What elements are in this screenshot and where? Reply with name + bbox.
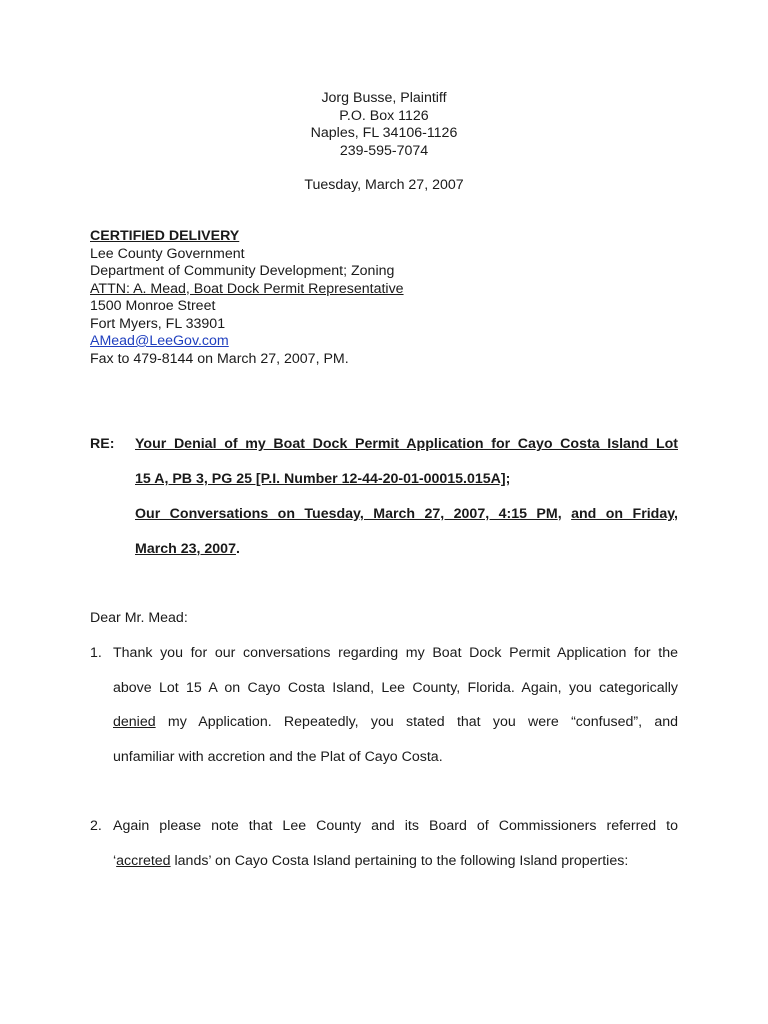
paragraph-1-line-4: unfamiliar with accretion and the Plat of Cayo Costa.: [113, 749, 443, 765]
paragraph-1-line-3-rest: my Application. Repeatedly, you stated that you were “confused”, and: [155, 714, 678, 730]
sender-po-box: P.O. Box 1126: [339, 107, 429, 124]
recipient-org: Lee County Government: [90, 245, 245, 262]
re-label: RE:: [90, 436, 115, 452]
re-line-1-text: Your Denial of my Boat Dock Permit Application for Cayo Costa Island Lot: [135, 436, 678, 452]
paragraph-1-line-1: Thank you for our conversations regarding my Boat Dock Permit Application for the: [113, 645, 678, 661]
recipient-dept: Department of Community Development; Zoning: [90, 263, 395, 279]
re-line-4-text: March 23, 2007: [135, 541, 236, 557]
delivery-method: CERTIFIED DELIVERY: [90, 228, 240, 244]
re-line-4-end: .: [235, 541, 240, 557]
sender-phone: 239-595-7074: [339, 142, 429, 159]
sender-block: [0, 90, 768, 160]
recipient-attn: ATTN: A. Mead, Boat Dock Permit Representative: [90, 280, 404, 297]
recipient-city: Fort Myers, FL 33901: [90, 315, 226, 332]
recipient-fax: Fax to 479-8144 on March 27, 2007, PM.: [90, 350, 349, 367]
recipient-block: [90, 228, 404, 368]
re-line-2-text: 15 A, PB 3, PG 25 [P.I. Number 12-44-20-01-00015.015A]: [135, 471, 506, 487]
paragraph-1-number: 1.: [90, 645, 102, 661]
paragraph-2-line-2: [113, 853, 678, 869]
sender-city: Naples, FL 34106-1126: [310, 125, 458, 141]
paragraph-2-line-2-pre: ‘: [113, 853, 117, 869]
letter-date: Tuesday, March 27, 2007: [304, 177, 464, 193]
recipient-email-link[interactable]: AMead@LeeGov.com: [90, 333, 229, 349]
salutation: Dear Mr. Mead:: [90, 610, 188, 626]
paragraph-1-line-2: above Lot 15 A on Cayo Costa Island, Lee County, Florida. Again, you categorically: [113, 680, 678, 696]
paragraph-2-number: 2.: [90, 818, 102, 834]
paragraph-2-line-2-rest: lands’ on Cayo Costa Island pertaining to the following Island properties:: [170, 853, 629, 869]
re-line-3-b: ,: [557, 506, 572, 522]
sender-name: Jorg Busse, Plaintiff: [321, 90, 447, 106]
accreted-word: accreted: [116, 853, 171, 869]
re-line-3-a: Our Conversations on Tuesday, March 27, 2007, 4:15 PM: [135, 506, 558, 522]
recipient-street: 1500 Monroe Street: [90, 298, 216, 314]
re-line-2: [135, 471, 678, 487]
re-line-1: [135, 436, 678, 452]
paragraph-1-line-3: [113, 714, 678, 730]
re-line-3: [135, 506, 678, 522]
re-line-4: [135, 541, 678, 557]
denied-word: denied: [113, 714, 156, 730]
re-line-3-c: and on Friday,: [571, 506, 678, 522]
re-line-2-end: ;: [505, 471, 511, 487]
paragraph-2-line-1: Again please note that Lee County and its Board of Commissioners referred to: [113, 818, 678, 834]
